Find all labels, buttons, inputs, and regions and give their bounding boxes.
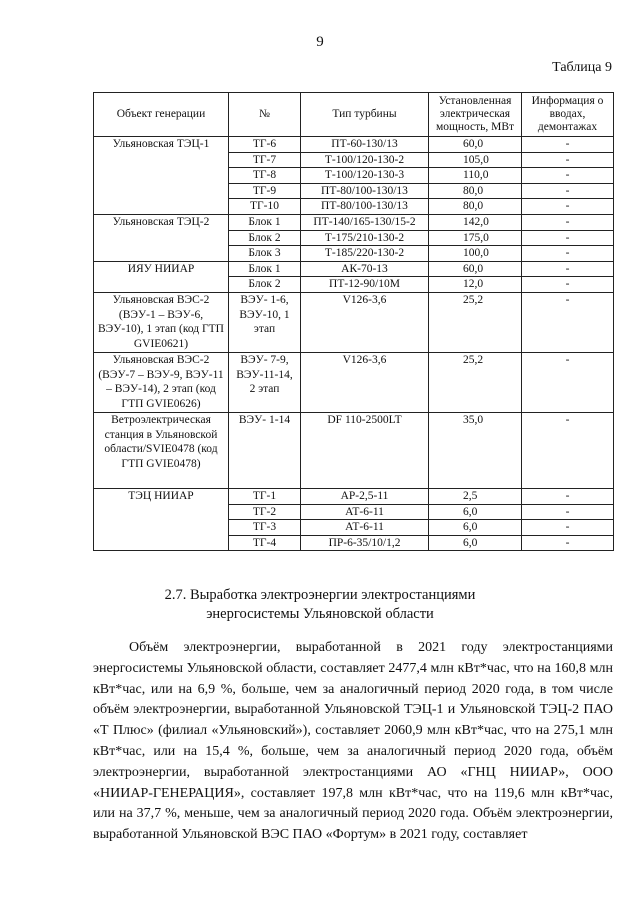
cell-installed-power: 100,0 <box>429 246 522 262</box>
cell-installed-power: 6,0 <box>429 520 522 536</box>
cell-info: - <box>522 488 614 504</box>
cell-object: Ветроэлектрическая станция в Ульяновской области/SVIE0478 (код ГТП GVIE0478) <box>94 412 229 488</box>
cell-number: ТГ-4 <box>229 535 301 551</box>
cell-turbine-type: ПТ-80/100-130/13 <box>301 183 429 199</box>
cell-info: - <box>522 504 614 520</box>
cell-turbine-type: АК-70-13 <box>301 261 429 277</box>
cell-number: ТГ-6 <box>229 137 301 153</box>
cell-turbine-type: ПТ-140/165-130/15-2 <box>301 214 429 230</box>
cell-info: - <box>522 520 614 536</box>
table-row <box>94 352 614 412</box>
header-commissioning-info: Информация о вводах, демонтажах <box>522 93 614 137</box>
cell-info: - <box>522 152 614 168</box>
cell-info: - <box>522 535 614 551</box>
cell-object: Ульяновская ВЭС-2 (ВЭУ-1 – ВЭУ-6, ВЭУ-10), 1 этап (код ГТП GVIE0621) <box>94 292 229 352</box>
cell-turbine-type: ПТ-60-130/13 <box>301 137 429 153</box>
cell-number: ТГ-8 <box>229 168 301 184</box>
cell-object: ИЯУ НИИАР <box>94 261 229 292</box>
cell-turbine-type: Т-185/220-130-2 <box>301 246 429 262</box>
cell-object: Ульяновская ТЭЦ-2 <box>94 214 229 261</box>
cell-number: ТГ-9 <box>229 183 301 199</box>
cell-turbine-type: V126-3,6 <box>301 292 429 352</box>
cell-turbine-type: Т-100/120-130-2 <box>301 152 429 168</box>
cell-installed-power: 80,0 <box>429 183 522 199</box>
cell-info: - <box>522 277 614 293</box>
cell-object: ТЭЦ НИИАР <box>94 488 229 550</box>
cell-number: Блок 1 <box>229 261 301 277</box>
cell-turbine-type: ПТ-12-90/10М <box>301 277 429 293</box>
table-row <box>94 137 614 153</box>
cell-info: - <box>522 230 614 246</box>
cell-object: Ульяновская ТЭЦ-1 <box>94 137 229 215</box>
cell-installed-power: 80,0 <box>429 199 522 215</box>
cell-info: - <box>522 412 614 488</box>
cell-number: ВЭУ- 1-14 <box>229 412 301 488</box>
cell-installed-power: 25,2 <box>429 352 522 412</box>
cell-info: - <box>522 292 614 352</box>
cell-installed-power: 110,0 <box>429 168 522 184</box>
cell-info: - <box>522 246 614 262</box>
page-number: 9 <box>316 34 324 50</box>
cell-installed-power: 2,5 <box>429 488 522 504</box>
cell-turbine-type: V126-3,6 <box>301 352 429 412</box>
header-number: № <box>229 93 301 137</box>
cell-number: Блок 2 <box>229 230 301 246</box>
table-row <box>94 412 614 488</box>
cell-info: - <box>522 199 614 215</box>
header-turbine-type: Тип турбины <box>301 93 429 137</box>
cell-turbine-type: АТ-6-11 <box>301 520 429 536</box>
cell-installed-power: 12,0 <box>429 277 522 293</box>
cell-number: ВЭУ- 7-9, ВЭУ-11-14, 2 этап <box>229 352 301 412</box>
cell-object: Ульяновская ВЭС-2 (ВЭУ-7 – ВЭУ-9, ВЭУ-11 – ВЭУ-14), 2 этап (код ГТП GVIE0626) <box>94 352 229 412</box>
section-heading-line-2: энергосистемы Ульяновской области <box>206 606 434 622</box>
cell-installed-power: 35,0 <box>429 412 522 488</box>
cell-turbine-type: АТ-6-11 <box>301 504 429 520</box>
table-caption: Таблица 9 <box>552 60 612 75</box>
section-heading-line-1: 2.7. Выработка электроэнергии электростанциями <box>164 587 476 603</box>
cell-turbine-type: ПР-6-35/10/1,2 <box>301 535 429 551</box>
table-header-row <box>94 93 614 137</box>
cell-installed-power: 175,0 <box>429 230 522 246</box>
header-installed-power: Установленная электрическая мощность, МВт <box>429 93 522 137</box>
cell-turbine-type: ПТ-80/100-130/13 <box>301 199 429 215</box>
cell-info: - <box>522 183 614 199</box>
cell-turbine-type: Т-100/120-130-3 <box>301 168 429 184</box>
cell-number: Блок 1 <box>229 214 301 230</box>
header-object: Объект генерации <box>94 93 229 137</box>
table-row <box>94 214 614 230</box>
cell-turbine-type: DF 110-2500LT <box>301 412 429 488</box>
cell-number: Блок 2 <box>229 277 301 293</box>
body-paragraph: Объём электроэнергии, выработанной в 2021 году электростанциями энергосистемы Ульяновской области, составляет 2477,4 млн кВт*час, что на 160,8 млн кВт*час, или на 6,9 %, больше, чем за аналогичный период 2020 года, в том числе объём электроэнергии, выработанной Ульяновской ТЭЦ-1 и Ульяновской ТЭЦ-2 ПАО «Т Плюс» (филиал «Ульяновский»), составляет 2060,9 млн кВт*час, что на 275,1 млн кВт*час, или на 15,4 %, больше, чем за аналогичный период 2020 года, объём электроэнергии, выработанной электростанциями АО «ГНЦ НИИАР», ООО «НИИАР-ГЕНЕРАЦИЯ», составляет 197,8 млн кВт*час, что на 119,6 млн кВт*час, или на 37,7 %, меньше, чем за аналогичный период 2020 года. Объём электроэнергии, выработанной Ульяновской ВЭС ПАО «Фортум» в 2021 году, составляет <box>93 640 613 843</box>
section-heading <box>0 586 640 624</box>
table-row <box>94 261 614 277</box>
table-body <box>94 137 614 551</box>
generation-table <box>93 92 614 551</box>
cell-info: - <box>522 137 614 153</box>
cell-number: ТГ-2 <box>229 504 301 520</box>
cell-info: - <box>522 214 614 230</box>
cell-turbine-type: Т-175/210-130-2 <box>301 230 429 246</box>
cell-number: ВЭУ- 1-6, ВЭУ-10, 1 этап <box>229 292 301 352</box>
cell-installed-power: 6,0 <box>429 535 522 551</box>
cell-info: - <box>522 168 614 184</box>
cell-installed-power: 60,0 <box>429 261 522 277</box>
cell-number: ТГ-1 <box>229 488 301 504</box>
cell-installed-power: 6,0 <box>429 504 522 520</box>
cell-info: - <box>522 352 614 412</box>
cell-number: Блок 3 <box>229 246 301 262</box>
cell-info: - <box>522 261 614 277</box>
cell-installed-power: 105,0 <box>429 152 522 168</box>
cell-number: ТГ-3 <box>229 520 301 536</box>
cell-number: ТГ-10 <box>229 199 301 215</box>
cell-number: ТГ-7 <box>229 152 301 168</box>
table-row <box>94 488 614 504</box>
cell-installed-power: 60,0 <box>429 137 522 153</box>
cell-turbine-type: АР-2,5-11 <box>301 488 429 504</box>
cell-installed-power: 25,2 <box>429 292 522 352</box>
cell-installed-power: 142,0 <box>429 214 522 230</box>
table-row <box>94 292 614 352</box>
